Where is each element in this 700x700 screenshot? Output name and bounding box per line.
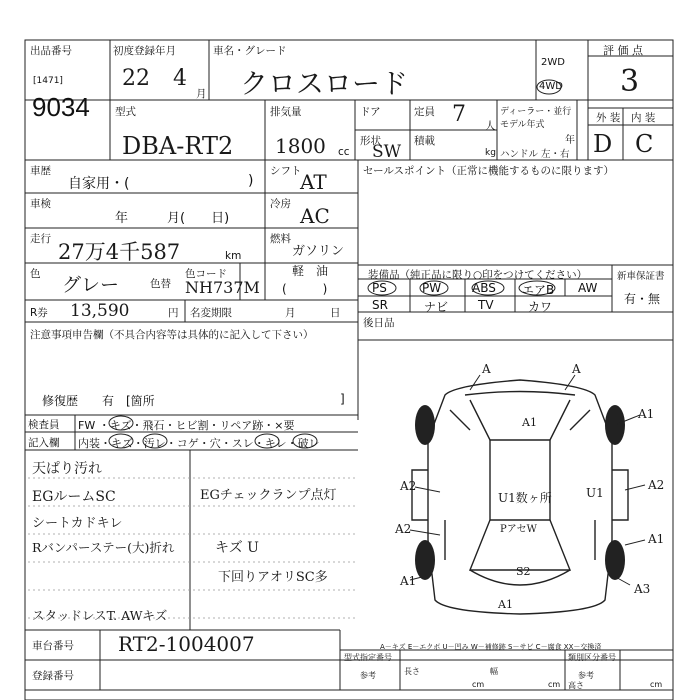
note-right-1: EGチェックランプ点灯 [200, 488, 337, 503]
history-label: 車歴 [30, 165, 51, 177]
cm-1: cm [472, 680, 485, 689]
equip-pw: PW [422, 281, 442, 295]
doors-label: ドア [360, 106, 381, 118]
ref-label-1: 参考 [360, 671, 376, 680]
equipment-label: 装備品（純正品に限り○印をつけてください） [368, 269, 588, 281]
color-label: 色 [30, 268, 41, 280]
fuel-diesel: 軽 油 [292, 264, 329, 278]
class-number-label: 類別区分番号 [568, 653, 616, 662]
fuel-other: ( ) [282, 282, 328, 296]
shape-value: SW [372, 142, 402, 162]
sales-point-label: セールスポイント（正常に機能するものに限ります） [363, 165, 615, 177]
ref-label-2: 参考 [578, 671, 594, 680]
exterior-grade: D [593, 130, 613, 158]
inspection-label: 車検 [30, 198, 51, 210]
cm-2: cm [548, 680, 561, 689]
ac-value: AC [300, 204, 330, 228]
kg-unit: kg [485, 148, 496, 158]
equip-sr: SR [372, 298, 388, 312]
cm-3: cm [650, 680, 663, 689]
handle-label: ハンドル 左・右 [500, 149, 570, 160]
lot-small-code: [1471] [33, 76, 63, 86]
mark-trunk: S2 [516, 565, 531, 578]
model-year-label: モデル年式 [500, 120, 545, 130]
mark-front-right: A [572, 362, 581, 376]
shift-value: AT [300, 170, 327, 194]
color-code-label: 色コード [185, 268, 227, 280]
equip-ps: PS [372, 281, 387, 295]
mark-roof: U1数ヶ所 [498, 491, 552, 505]
inspector-row2-label: 記入欄 [28, 437, 60, 449]
drive-2wd: 2WD [541, 57, 565, 68]
equip-tv: TV [478, 298, 494, 312]
person-unit: 人 [485, 120, 496, 132]
note-left-2: EGルームSC [32, 489, 116, 505]
equip-navi: ナビ [424, 300, 449, 314]
after-items-label: 後日品 [363, 317, 395, 329]
inspection-value: 年 月( 日) [115, 211, 230, 226]
note-right-3: 下回りアオリSC多 [218, 570, 328, 585]
registration-label: 登録番号 [32, 670, 74, 682]
first-registration-year: 22 [122, 66, 150, 91]
rating-value: 3 [620, 64, 640, 99]
interior-label: 内 装 [631, 112, 656, 124]
repair-history-close: ] [340, 392, 345, 406]
displacement-label: 排気量 [270, 106, 302, 118]
repair-history-label: 修復歴 有 [箇所 [42, 394, 155, 408]
equip-airbag: エアB [522, 283, 555, 297]
shape-label: 形状 [360, 135, 381, 147]
ac-label: 冷房 [270, 198, 291, 210]
rating-label: 評 価 点 [603, 44, 643, 57]
recycle-value: 13,590 [70, 301, 130, 321]
mark-hood: A1 [522, 416, 537, 429]
interior-grade: C [635, 130, 654, 158]
height-label: 高さ [568, 681, 584, 690]
load-label: 積載 [414, 135, 435, 147]
mark-front-left: A [482, 362, 491, 376]
mark-right-rear: A1 [648, 532, 665, 546]
car-name: クロスロード [240, 67, 409, 100]
name-change-month: 月 [285, 307, 296, 319]
exterior-label: 外 装 [596, 112, 621, 124]
mark-right-front: A1 [638, 407, 655, 421]
model-value: DBA-RT2 [122, 132, 234, 160]
model-label: 型式 [115, 106, 136, 118]
mark-rear-glass: PアセW [500, 524, 537, 535]
fuel-label: 燃料 [270, 233, 291, 245]
note-left-4: Rバンパーステー(大)折れ [32, 540, 175, 555]
fuel-gas: ガソリン [292, 244, 345, 259]
name-change-day: 日 [330, 307, 341, 319]
mark-left-mid: A2 [400, 479, 417, 493]
mark-right-bottom: A3 [634, 582, 651, 596]
history-close: ) [248, 173, 254, 189]
inspector-row2-text: 内装・キズ・汚レ・コゲ・穴・スレ・キレ・破レ [78, 437, 320, 450]
mark-rear-bumper: A1 [498, 598, 513, 611]
color-code-value: NH737M [185, 278, 260, 297]
note-left-1: 天ぱり汚れ [32, 461, 102, 477]
mileage-label: 走行 [30, 233, 51, 245]
first-registration-label: 初度登録年月 [113, 45, 176, 57]
shift-label: シフト [270, 165, 302, 177]
inspector-row1-text: FW ・キズ・飛石・ヒビ割・リペア跡・×要 [78, 419, 295, 432]
mileage-value: 27万4千587 [58, 240, 181, 264]
capacity-value: 7 [452, 102, 466, 127]
equip-abs: ABS [472, 281, 496, 295]
chassis-label: 車台番号 [32, 640, 74, 652]
drive-4wd: 4WD [539, 81, 563, 92]
inspector-row1-label: 検査員 [28, 419, 60, 431]
equip-aw: AW [578, 281, 598, 295]
mark-left-rear: A2 [395, 522, 412, 536]
chassis-value: RT2-1004007 [118, 632, 255, 656]
lot-number: 9034 [32, 92, 90, 122]
displacement-value: 1800 [275, 134, 326, 158]
mark-roof-right: U1 [586, 486, 604, 500]
note-left-3: シートカドキレ [32, 516, 123, 531]
damage-legend: A－キズ E－エクボ U－凹み W－補修跡 S－サビ C－腐食 XX－交換済 [380, 643, 602, 651]
color-value: グレー [62, 274, 120, 296]
lot-number-label: 出品番号 [30, 45, 72, 57]
note-right-2: キズ U [215, 540, 259, 556]
note-left-7: スタッドレスT. AWキズ [32, 608, 168, 623]
warranty-value: 有・無 [624, 292, 661, 306]
recycle-label: R券 [30, 307, 48, 319]
declaration-label: 注意事項申告欄（不具合内容等は具体的に記入して下さい） [30, 329, 314, 341]
length-label: 長さ [404, 667, 420, 676]
month-unit: 月 [196, 88, 207, 100]
warranty-label: 新車保証書 [617, 271, 665, 282]
first-registration-month: 4 [173, 66, 187, 91]
mark-left-bottom: A1 [400, 574, 417, 588]
mileage-unit: km [225, 250, 242, 262]
width-label: 幅 [490, 667, 498, 676]
capacity-label: 定員 [414, 106, 435, 118]
cc-unit: cc [338, 146, 350, 158]
name-change-label: 名変期限 [190, 307, 232, 319]
color-count-label: 色替 [150, 278, 171, 290]
dealer-label: ディーラー・並行 [500, 107, 572, 117]
history-value: 自家用・( [68, 176, 130, 192]
year-unit: 年 [565, 135, 575, 146]
equip-leather: カワ [528, 300, 553, 314]
type-number-label: 型式指定番号 [344, 653, 392, 662]
car-name-label: 車名・グレード [213, 45, 287, 57]
recycle-unit: 円 [168, 307, 179, 319]
mark-right-mid: A2 [648, 478, 665, 492]
